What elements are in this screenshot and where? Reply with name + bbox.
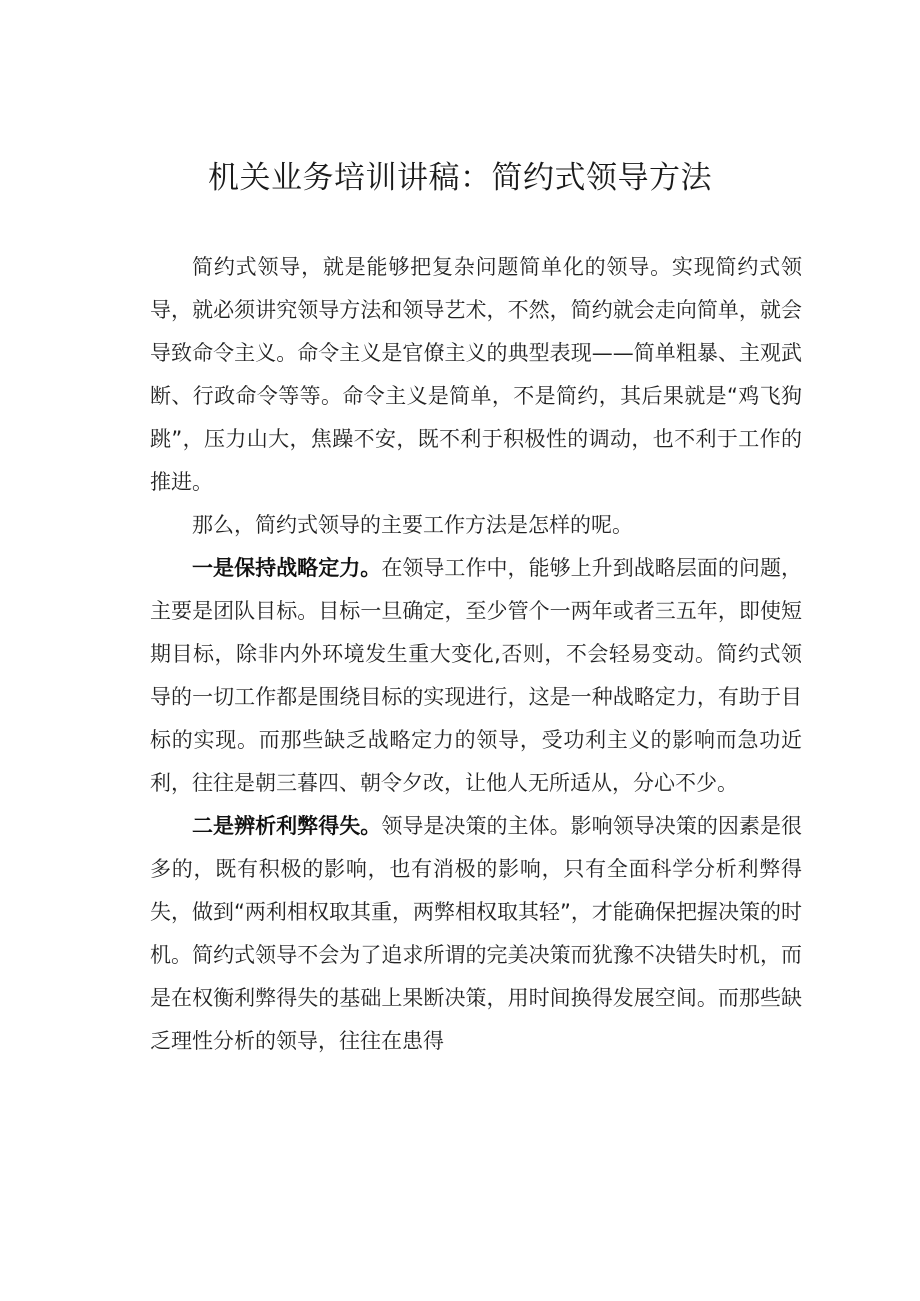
paragraph-text: 那么，简约式领导的主要工作方法是怎样的呢。	[192, 513, 633, 537]
paragraph	[150, 504, 802, 547]
paragraph-text: 简约式领导，就是能够把复杂问题简单化的领导。实现简约式领导，就必须讲究领导方法和领导艺术，不然，简约就会走向简单，就会导致命令主义。命令主义是官僚主义的典型表现——简单粗暴、主观武断、行政命令等等。命令主义是简单，不是简约，其后果就是“鸡飞狗跳”，压力山大，焦躁不安，既不利于积极性的调动，也不利于工作的推进。	[150, 255, 802, 494]
paragraph	[150, 246, 802, 504]
paragraph-text: 领导是决策的主体。影响领导决策的因素是很多的，既有积极的影响，也有消极的影响，只有全面科学分析利弊得失，做到“两利相权取其重，两弊相权取其轻”，才能确保把握决策的时机。简约式领导不会为了追求所谓的完美决策而犹豫不决错失时机，而是在权衡利弊得失的基础上果断决策，用时间换得发展空间。而那些缺乏理性分析的领导，往往在患得	[150, 814, 803, 1053]
document-body	[150, 246, 802, 1063]
paragraph	[150, 805, 802, 1063]
document-title: 机关业务培训讲稿：简约式领导方法	[208, 160, 712, 196]
paragraph-lead: 一是保持战略定力。	[192, 556, 382, 580]
paragraph-lead: 二是辨析利弊得失。	[192, 814, 382, 838]
paragraph	[150, 547, 802, 805]
paragraph-text: 在领导工作中，能够上升到战略层面的问题，主要是团队目标。目标一旦确定，至少管个一两年或者三五年，即使短期目标，除非内外环境发生重大变化,否则，不会轻易变动。简约式领导的一切工作都是围绕目标的实现进行，这是一种战略定力，有助于目标的实现。而那些缺乏战略定力的领导，受功利主义的影响而急功近利，往往是朝三暮四、朝令夕改，让他人无所适从，分心不少。	[150, 556, 803, 795]
